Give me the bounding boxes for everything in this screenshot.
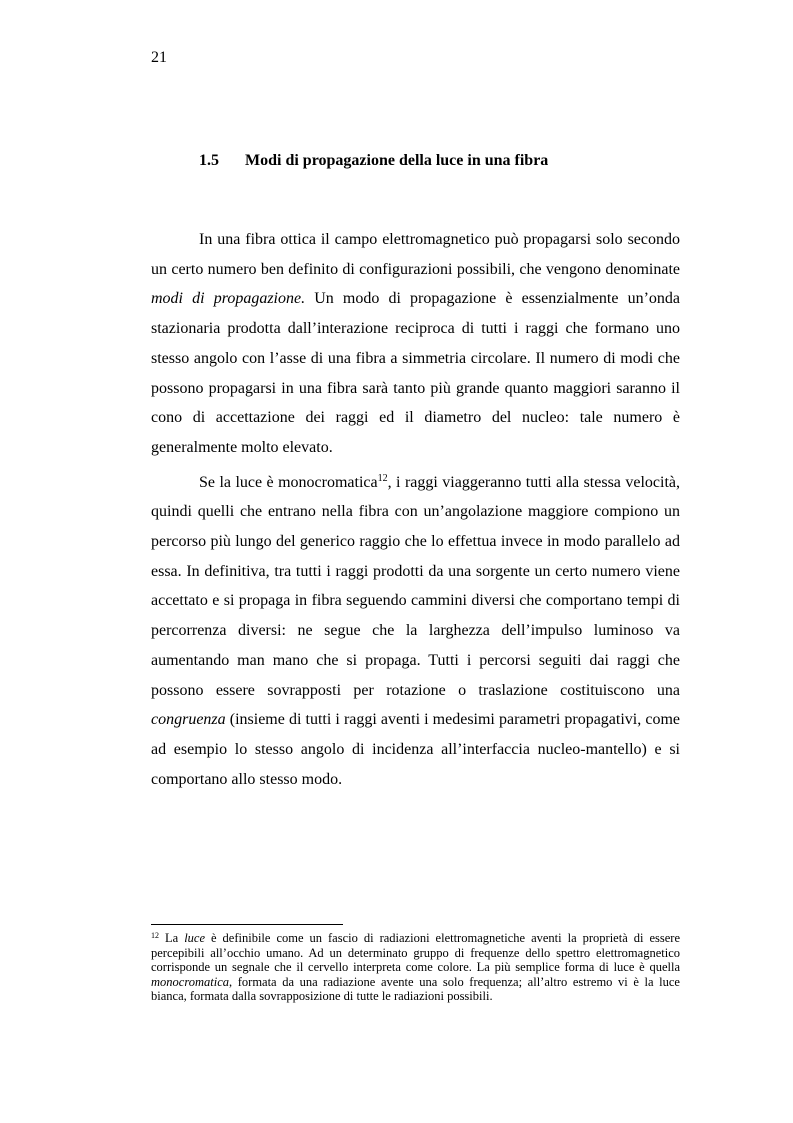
section-heading: [199, 152, 548, 170]
body-text: [151, 225, 680, 799]
paragraph-1: In una fibra ottica il campo elettromagnetico può propagarsi solo secondo un certo numero ben definito di configurazioni possibili, che vengono denominate modi di propagazione. Un modo di propagazione è essenzialmente un’onda stazionaria prodotta dall’interazione reciproca di tutti i raggi che formano uno stesso angolo con l’asse di una fibra a simmetria circolare. Il numero di modi che possono propagarsi in una fibra sarà tanto più grande quanto maggiori saranno il cono di accettazione dei raggi ed il diametro del nucleo: tale numero è generalmente molto elevato.: [151, 231, 680, 456]
page-number: 21: [151, 49, 167, 66]
paragraph-2: Se la luce è monocromatica$^{12}$, i raggi viaggeranno tutti alla stessa velocità, quindi quelli che entrano nella fibra con un’angolazione maggiore compiono un percorso più lungo del generico raggio che lo effettua invece in modo parallelo ad essa. In definitiva, tra tutti i raggi prodotti da una sorgente un certo numero viene accettato e si propaga in fibra seguendo cammini diversi che comportano tempi di percorrenza diversi: ne segue che la larghezza dell’impulso luminoso va aumentando man mano che si propaga. Tutti i percorsi seguiti dai raggi che possono essere sovrapposti per rotazione o traslazione costituiscono una congruenza (insieme di tutti i raggi aventi i medesimi parametri propagativi, come ad esempio lo stesso angolo di incidenza all’interfaccia nucleo-mantello) e si comportano allo stesso modo.: [151, 472, 680, 788]
section-title: Modi di propagazione della luce in una fibra: [245, 152, 549, 169]
italic-term: congruenza: [151, 711, 226, 729]
footnote-number: 12: [151, 931, 159, 940]
section-number: 1.5: [199, 152, 219, 169]
footnote-separator: [151, 924, 343, 925]
footnote: $^{12}$ La luce è definibile come un fascio di radiazioni elettromagnetiche aventi la proprietà di essere percepibili all’occhio umano. Ad un determinato gruppo di frequenze dello spettro elettromagnetico corrisponde un segnale che il cervello interpreta come colore. La più semplice forma di luce è quella monocromatica, formata da una radiazione avente una solo frequenza; all’altro estremo vi è la luce bianca, formata dalla sovrapposizione di tutte le radiazioni possibili.: [151, 931, 681, 1004]
footnote-reference: 12: [377, 472, 388, 484]
italic-term: modi di propagazione.: [151, 290, 306, 308]
